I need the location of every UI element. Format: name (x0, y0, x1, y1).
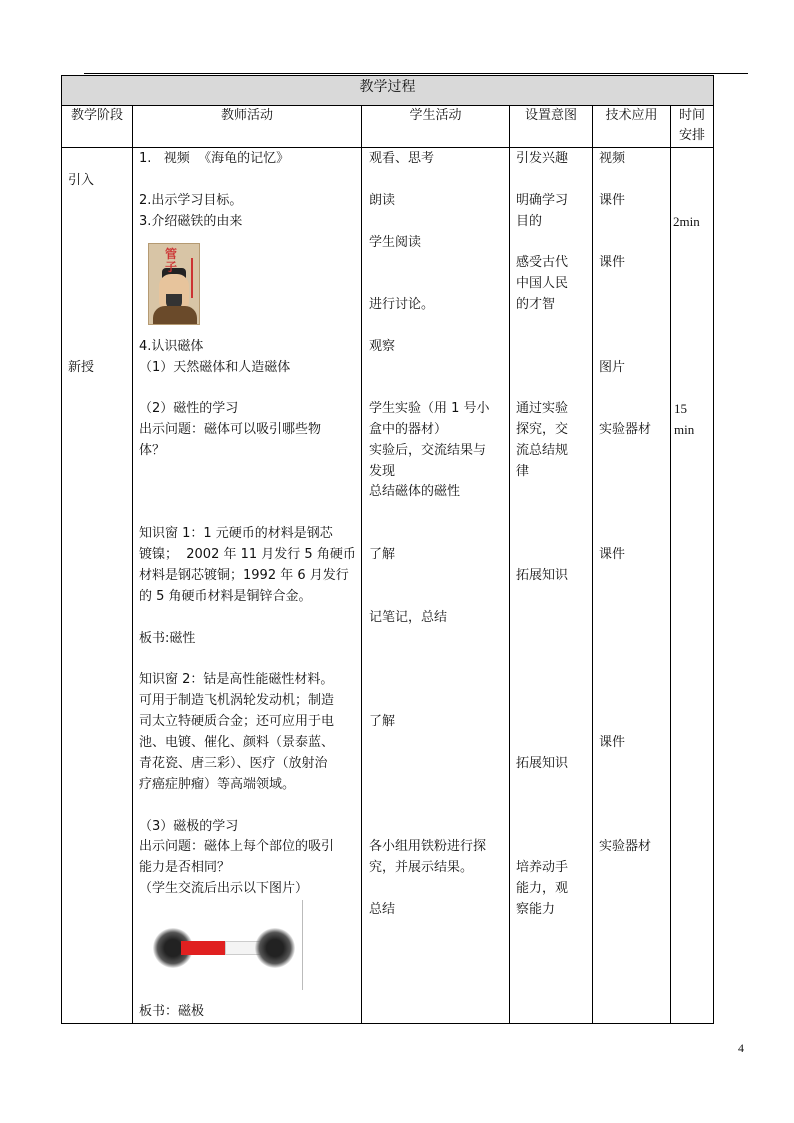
tech-cell (593, 148, 671, 1024)
student-line: 究，并展示结果。 (369, 860, 474, 875)
intent-line: 的才智 (516, 297, 556, 312)
teacher-line: 的 5 角硬币材料是铜锌合金。 (139, 589, 312, 604)
student-line: 实验后，交流结果与 (369, 443, 487, 458)
intent-line: 察能力 (516, 902, 556, 917)
header-teacher: 教师活动 (133, 106, 362, 148)
intent-line: 目的 (516, 214, 543, 229)
teacher-line: 出示问题：磁体可以吸引哪些物 (139, 422, 322, 437)
intent-line: 能力，观 (516, 881, 569, 896)
intent-line: 引发兴趣 (516, 151, 569, 166)
teacher-activity-cell (133, 148, 362, 1024)
time-cell (671, 148, 714, 1024)
teaching-process-table (61, 75, 714, 1024)
teacher-line: 池、电镀、催化、颜料（景泰蓝、 (139, 735, 335, 750)
stage-intro: 引入 (68, 173, 95, 188)
tech-line: 图片 (599, 360, 626, 375)
teacher-line: 出示问题：磁体上每个部位的吸引 (139, 839, 335, 854)
teacher-line: 板书:磁性 (139, 631, 196, 646)
intent-line: 中国人民 (516, 276, 569, 291)
tech-line: 实验器材 (599, 422, 652, 437)
student-line: 发现 (369, 464, 396, 479)
header-student: 学生活动 (362, 106, 510, 148)
tech-line: 实验器材 (599, 839, 652, 854)
bar-magnet-iron-filings-image (145, 900, 305, 990)
student-line: 朗读 (369, 193, 396, 208)
student-line: 观看、思考 (369, 151, 435, 166)
header-time-line2: 安排 (678, 128, 705, 143)
intent-line: 通过实验 (516, 401, 569, 416)
intent-line: 探究，交 (516, 422, 569, 437)
teacher-line: 知识窗 2：钴是高性能磁性材料。 (139, 672, 334, 687)
student-line: 了解 (369, 714, 396, 729)
tech-line: 视频 (599, 151, 626, 166)
teacher-line: 司太立特硬质合金；还可应用于电 (139, 714, 335, 729)
teacher-line: 青花瓷、唐三彩）、医疗（放射治 (139, 756, 328, 771)
teacher-line: 可用于制造飞机涡轮发动机；制造 (139, 693, 335, 708)
teacher-line: （3）磁极的学习 (139, 819, 239, 834)
student-line: 盒中的器材） (369, 422, 448, 437)
time-line: 2min (673, 214, 700, 229)
student-line: 进行讨论。 (369, 297, 435, 312)
time-line: 15 (674, 401, 687, 416)
header-tech: 技术应用 (593, 106, 671, 148)
intent-line: 律 (516, 464, 530, 479)
student-line: 各小组用铁粉进行探 (369, 839, 487, 854)
teacher-line: 知识窗 1：1 元硬币的材料是钢芯 (139, 526, 333, 541)
student-activity-cell (362, 148, 510, 1024)
student-line: 记笔记，总结 (369, 610, 448, 625)
header-stage: 教学阶段 (62, 106, 133, 148)
teacher-line: 材料是钢芯镀铜；1992 年 6 月发行 (139, 568, 349, 583)
header-intent: 设置意图 (510, 106, 593, 148)
header-rule (84, 73, 748, 74)
intent-cell (510, 148, 593, 1024)
student-line: 总结 (369, 902, 396, 917)
header-time-line1: 时间 (678, 108, 705, 123)
teacher-line: 体？ (139, 443, 166, 458)
intent-line: 拓展知识 (516, 756, 569, 771)
teacher-line: （2）磁性的学习 (139, 401, 239, 416)
student-line: 了解 (369, 547, 396, 562)
teacher-line: 镀镍； 2002 年 11 月发行 5 角硬币 (139, 547, 356, 562)
intent-line: 明确学习 (516, 193, 569, 208)
table-title: 教学过程 (62, 76, 714, 106)
stage-cell (62, 148, 133, 1024)
student-line: 观察 (369, 339, 396, 354)
teacher-line: （1）天然磁体和人造磁体 (139, 360, 291, 375)
page-number: 4 (738, 1041, 744, 1055)
student-line: 总结磁体的磁性 (369, 484, 461, 499)
teacher-line: 2.出示学习目标。 (139, 193, 243, 208)
teacher-line: 能力是否相同？ (139, 860, 231, 875)
tech-line: 课件 (599, 193, 626, 208)
book-title-text: 管 子 (165, 247, 178, 274)
teacher-line: 板书：磁极 (139, 1004, 205, 1019)
time-line: min (674, 422, 695, 437)
teacher-line: 疗癌症肿瘤）等高端领域。 (139, 777, 296, 792)
student-line: 学生阅读 (369, 235, 422, 250)
intent-line: 感受古代 (516, 255, 569, 270)
teacher-line: 4.认识磁体 (139, 339, 204, 354)
tech-line: 课件 (599, 735, 626, 750)
student-line: 学生实验（用 1 号小 (369, 401, 490, 416)
stage-new: 新授 (68, 360, 95, 375)
header-time (671, 106, 714, 148)
guanzi-book-cover-image (148, 243, 200, 325)
intent-line: 拓展知识 (516, 568, 569, 583)
teacher-line: （学生交流后出示以下图片） (139, 881, 309, 896)
teacher-line: 3.介绍磁铁的由来 (139, 214, 243, 229)
tech-line: 课件 (599, 255, 626, 270)
intent-line: 流总结规 (516, 443, 569, 458)
tech-line: 课件 (599, 547, 626, 562)
intent-line: 培养动手 (516, 860, 569, 875)
teacher-line: 1. 视频 《海龟的记忆》 (139, 151, 290, 166)
